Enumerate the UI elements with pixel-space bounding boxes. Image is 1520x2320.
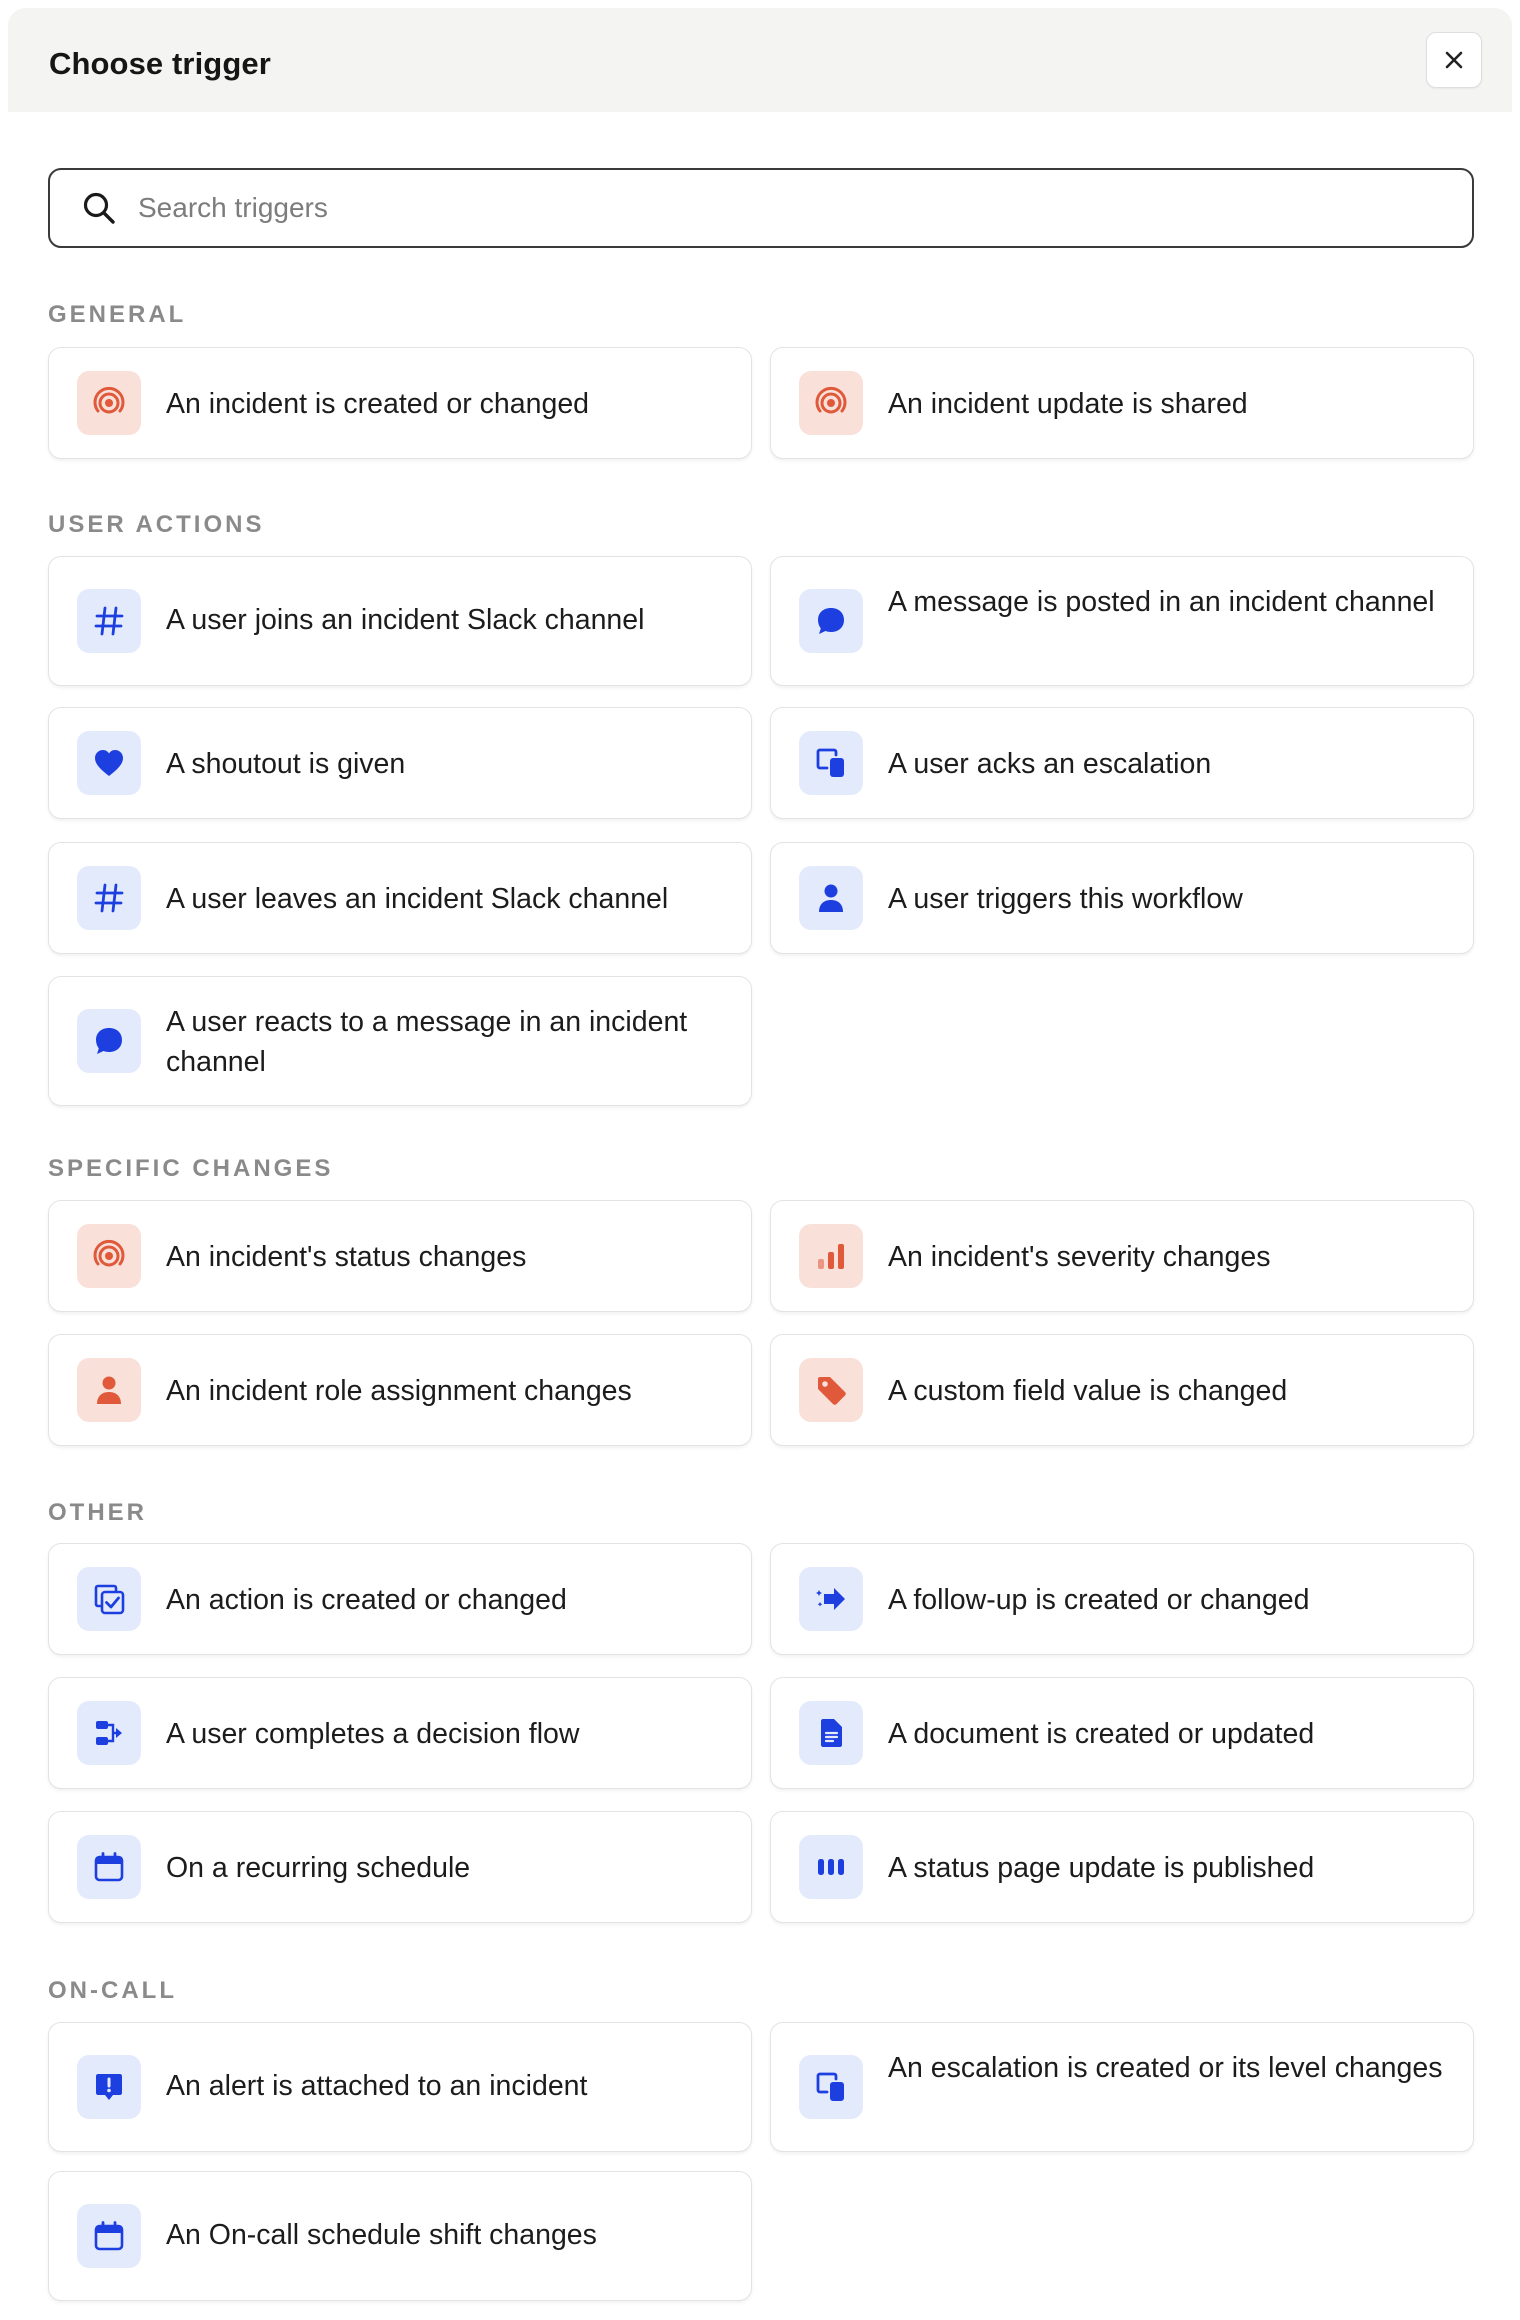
trigger-label: An incident's severity changes (888, 1241, 1271, 1273)
hash-icon (77, 589, 141, 653)
action-checkbox-icon (77, 1567, 141, 1631)
incident-broadcast-icon (799, 371, 863, 435)
trigger-on-call-shift-changes[interactable] (48, 2171, 752, 2301)
trigger-user-triggers-workflow[interactable] (770, 842, 1474, 954)
trigger-label: A follow-up is created or changed (888, 1584, 1310, 1616)
trigger-label: An On-call schedule shift changes (166, 2219, 597, 2251)
trigger-label: An incident is created or changed (166, 388, 590, 420)
trigger-label: A shoutout is given (166, 748, 406, 780)
search-input[interactable] (138, 192, 1418, 224)
status-page-bars-icon (799, 1835, 863, 1899)
section-heading-general: GENERAL (48, 301, 187, 328)
trigger-action-created-or-changed[interactable] (48, 1543, 752, 1655)
trigger-incident-created-or-changed[interactable] (48, 347, 752, 459)
chat-bubble-icon (799, 589, 863, 653)
trigger-label: An alert is attached to an incident (166, 2070, 588, 2102)
trigger-incident-severity-changes[interactable] (770, 1200, 1474, 1312)
search-icon (80, 189, 118, 227)
trigger-shoutout-given[interactable] (48, 707, 752, 819)
trigger-label: A user joins an incident Slack channel (166, 604, 645, 636)
trigger-label: An action is created or changed (166, 1584, 567, 1616)
trigger-user-joins-slack-channel[interactable] (48, 556, 752, 686)
incident-broadcast-icon (77, 1224, 141, 1288)
calendar-icon (77, 2204, 141, 2268)
trigger-recurring-schedule[interactable] (48, 1811, 752, 1923)
trigger-label: A custom field value is changed (888, 1375, 1288, 1407)
trigger-decision-flow-completed[interactable] (48, 1677, 752, 1789)
trigger-status-page-update-published[interactable] (770, 1811, 1474, 1923)
trigger-user-leaves-slack-channel[interactable] (48, 842, 752, 954)
calendar-icon (77, 1835, 141, 1899)
close-button[interactable] (1426, 32, 1482, 88)
trigger-message-posted[interactable] (770, 556, 1474, 686)
trigger-label: A status page update is published (888, 1852, 1315, 1884)
trigger-label: An incident role assignment changes (166, 1375, 632, 1407)
severity-bars-icon (799, 1224, 863, 1288)
dialog-title: Choose trigger (49, 46, 271, 81)
trigger-label: A user leaves an incident Slack channel (166, 883, 669, 915)
trigger-label: A message is posted in an incident channel (888, 586, 1435, 618)
trigger-document-created-or-updated[interactable] (770, 1677, 1474, 1789)
section-heading-specific-changes: SPECIFIC CHANGES (48, 1155, 334, 1182)
trigger-label: A user acks an escalation (888, 748, 1212, 780)
trigger-label: A user completes a decision flow (166, 1718, 580, 1750)
follow-up-arrow-icon (799, 1567, 863, 1631)
section-heading-other: OTHER (48, 1499, 147, 1526)
alert-icon (77, 2055, 141, 2119)
escalation-devices-icon (799, 2055, 863, 2119)
search-field[interactable] (48, 168, 1474, 248)
section-heading-on-call: ON-CALL (48, 1977, 177, 2004)
trigger-label: A user reacts to a message in an incident channel (166, 1006, 688, 1078)
trigger-label: An escalation is created or its level changes (888, 2052, 1443, 2084)
trigger-incident-status-changes[interactable] (48, 1200, 752, 1312)
trigger-user-acks-escalation[interactable] (770, 707, 1474, 819)
decision-flow-icon (77, 1701, 141, 1765)
trigger-role-assignment-changes[interactable] (48, 1334, 752, 1446)
chat-bubble-icon (77, 1009, 141, 1073)
trigger-custom-field-changed[interactable] (770, 1334, 1474, 1446)
incident-broadcast-icon (77, 371, 141, 435)
trigger-label: An incident's status changes (166, 1241, 527, 1273)
trigger-incident-update-shared[interactable] (770, 347, 1474, 459)
close-icon (1443, 49, 1465, 71)
trigger-label: A document is created or updated (888, 1718, 1315, 1750)
trigger-label: A user triggers this workflow (888, 883, 1243, 915)
trigger-label: An incident update is shared (888, 388, 1248, 420)
section-heading-user-actions: USER ACTIONS (48, 511, 265, 538)
trigger-escalation-created-or-level-changes[interactable] (770, 2022, 1474, 2152)
dialog-header (8, 8, 1512, 112)
escalation-devices-icon (799, 731, 863, 795)
user-icon (799, 866, 863, 930)
trigger-user-reacts-to-message[interactable] (48, 976, 752, 1106)
hash-icon (77, 866, 141, 930)
document-icon (799, 1701, 863, 1765)
tag-icon (799, 1358, 863, 1422)
trigger-alert-attached[interactable] (48, 2022, 752, 2152)
trigger-follow-up-created-or-changed[interactable] (770, 1543, 1474, 1655)
trigger-label: On a recurring schedule (166, 1852, 471, 1884)
heart-icon (77, 731, 141, 795)
user-icon (77, 1358, 141, 1422)
